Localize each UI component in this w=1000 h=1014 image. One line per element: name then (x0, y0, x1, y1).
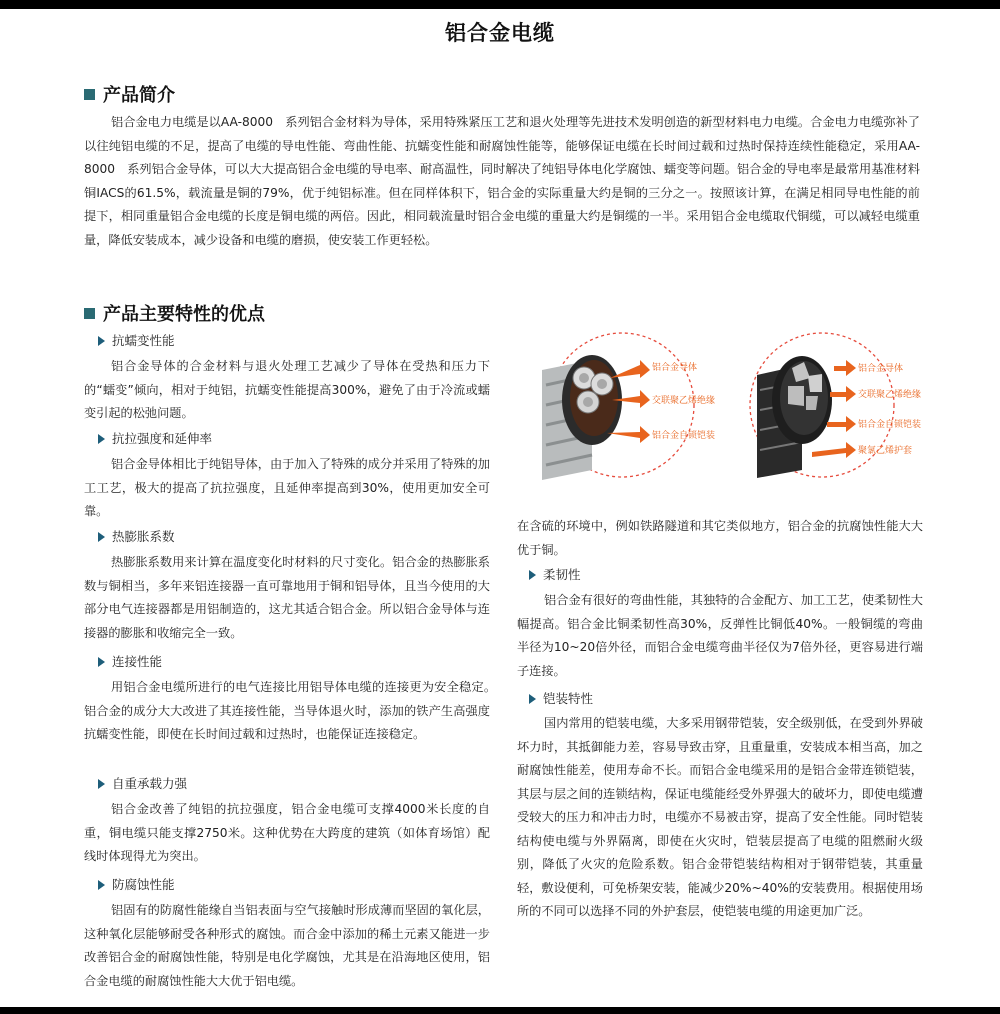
four-core-cable-image (750, 333, 894, 478)
figure-label: 铝合金导体 (652, 362, 698, 372)
intro-paragraph: 铝合金电力电缆是以AA-8000 系列铝合金材料为导体，采用特殊紧压工艺和退火处理等先进技术发明创造的新型材料电力电缆。合金电力电缆弥补了以往纯铝电缆的不足，提高了电缆的导电性能、弯曲性能、抗蠕变性能和耐腐蚀性能等，能够保证电缆在长时间过载和过热时保持连续性能稳定，采用AA-8000 系列铝合金导体，可以大大提高铝合金电缆的导电率、耐高温性，同时解决了纯铝导体电化学腐蚀、蠕变等问题。铝合金的导电率是最常用基准材料铜IACS的61.5%，载流量是铜的79%，优于纯铝标准。但在同样体积下，铝合金的实际重量大约是铜的三分之一。按照该计算，在满足相同导电性能的前提下，相同重量铝合金电缆的长度是铜电缆的两倍。因此，相同载流量时铝合金电缆的重量大约是铜缆的一半。采用铝合金电缆取代铜缆，可以减轻电缆重量，降低安装成本，减少设备和电缆的磨损，使安装工作更轻松。 (84, 115, 920, 247)
triangle-bullet-icon (98, 779, 105, 789)
arrow-icon (812, 442, 856, 458)
feature-title (98, 331, 175, 351)
feature-title (98, 429, 212, 449)
feature-title (529, 565, 581, 585)
triangle-bullet-icon (98, 434, 105, 444)
features-heading-label: 产品主要特性的优点 (103, 304, 265, 325)
feature-text: 铝合金改善了纯铝的抗拉强度，铝合金电缆可支撑4000米长度的自重，铜电缆只能支撑2750米。这种优势在大跨度的建筑（如体育场馆）配线时体现得尤为突出。 (84, 802, 490, 863)
feature-text: 用铝合金电缆所进行的电气连接比用铝导体电缆的连接更为安全稳定。 铝合金的成分大大改进了其连接性能，当导体退火时，添加的铁产生高强度抗蠕变性能，即使在长时间过载和过热时，也能保证连接稳定。 (84, 680, 503, 741)
feature-title-label: 抗拉强度和延伸率 (112, 431, 213, 446)
triangle-bullet-icon (98, 532, 105, 542)
feature-text: 铝合金有很好的弯曲性能，其独特的合金配方、加工工艺，使柔韧性大幅提高。铝合金比铜柔韧性高30%，反弹性比铜低40%。一般铜缆的弯曲半径为10~20倍外径，而铝合金电缆弯曲半径仅为7倍外径，更容易进行端子连接。 (517, 593, 923, 678)
figure-label: 铝合金自锁铠装 (652, 430, 716, 440)
triangle-bullet-icon (529, 694, 536, 704)
feature-text: 国内常用的铠装电缆，大多采用钢带铠装，安全级别低，在受到外界破坏力时，其抵御能力差，容易导致击穿，且重量重，安装成本相当高，加之耐腐蚀性能差，使用寿命不长。而铝合金电缆采用的是铝合金带连锁铠装，其层与层之间的连锁结构，保证电缆能经受外界强大的破坏力，即使电缆遭受较大的压力和冲击力时，电缆亦不易被击穿，提高了安全性能。同时铠装结构使电缆与外界隔离，即使在火灾时，铠装层提高了电缆的阻燃耐火级别，降低了火灾的危险系数。铝合金带铠装结构相对于钢带铠装，其重量轻，敷设便利，可免桥架安装，能减少20%~40%的安装费用。根据使用场所的不同可以选择不同的外护套层，使铠装电缆的用途更加广泛。 (517, 716, 923, 918)
feature-title-label: 防腐蚀性能 (112, 877, 175, 892)
feature-title (529, 689, 593, 709)
feature-title-label: 抗蠕变性能 (112, 333, 175, 348)
figure-label: 交联聚乙烯绝缘 (652, 395, 716, 405)
triangle-bullet-icon (529, 570, 536, 580)
feature-title-label: 热膨胀系数 (112, 529, 175, 544)
feature-text: 铝固有的防腐性能缘自当铝表面与空气接触时形成薄而坚固的氧化层，这种氧化层能够耐受各种形式的腐蚀。而合金中添加的稀土元素又能进一步改善铝合金的耐腐蚀性能，特别是电化学腐蚀，尤其是在沿海地区使用，铝合金电缆的耐腐蚀性能大大优于铝电缆。 (84, 903, 490, 988)
intro-heading-label: 产品简介 (103, 85, 175, 106)
arrow-icon (834, 360, 856, 376)
heading-square-icon (84, 308, 95, 319)
intro-heading (84, 84, 175, 108)
feature-text: 铝合金导体相比于纯铝导体，由于加入了特殊的成分并采用了特殊的加工工艺，极大的提高了抗拉强度，且延伸率提高到30%，使用更加安全可靠。 (84, 457, 490, 518)
figure-label: 交联聚乙烯绝缘 (858, 389, 922, 399)
arrow-icon (830, 386, 856, 402)
feature-text: 热膨胀系数用来计算在温度变化时材料的尺寸变化。铝合金的热膨胀系数与铜相当，多年来铝连接器一直可靠地用于铜和铝导体，且当今使用的大部分电气连接器都是用铝制造的，这尤其适合铝合金。所以铝合金导体与连接器的膨胀和收缩完全一致。 (84, 555, 490, 640)
features-heading (84, 303, 265, 327)
figure-label: 聚氯乙烯护套 (858, 445, 913, 455)
page-title: 铝合金电缆 (445, 21, 555, 45)
feature-title-label: 自重承载力强 (112, 776, 188, 791)
feature-title-label: 柔韧性 (543, 567, 581, 582)
triangle-bullet-icon (98, 336, 105, 346)
figure-label: 铝合金自锁铠装 (858, 419, 922, 429)
feature-title (98, 875, 175, 895)
bottom-bar (0, 1007, 1000, 1014)
feature-title (98, 774, 187, 794)
cable-cross-section-figure (512, 330, 942, 480)
feature-title (98, 652, 162, 672)
feature-text: 铝合金导体的合金材料与退火处理工艺减少了导体在受热和压力下的“蠕变”倾向，相对于纯铝，抗蠕变性能提高300%，避免了由于冷流或蠕变引起的松弛问题。 (84, 359, 490, 420)
feature-title (98, 527, 175, 547)
triangle-bullet-icon (98, 657, 105, 667)
feature-title-label: 连接性能 (112, 654, 163, 669)
triangle-bullet-icon (98, 880, 105, 890)
heading-square-icon (84, 89, 95, 100)
feature-text-continued: 在含硫的环境中，例如铁路隧道和其它类似地方，铝合金的抗腐蚀性能大大优于铜。 (517, 519, 923, 557)
top-bar (0, 0, 1000, 9)
arrow-icon (827, 416, 856, 432)
figure-label: 铝合金导体 (858, 363, 904, 373)
feature-title-label: 铠装特性 (543, 691, 594, 706)
three-core-cable-image (542, 333, 694, 480)
